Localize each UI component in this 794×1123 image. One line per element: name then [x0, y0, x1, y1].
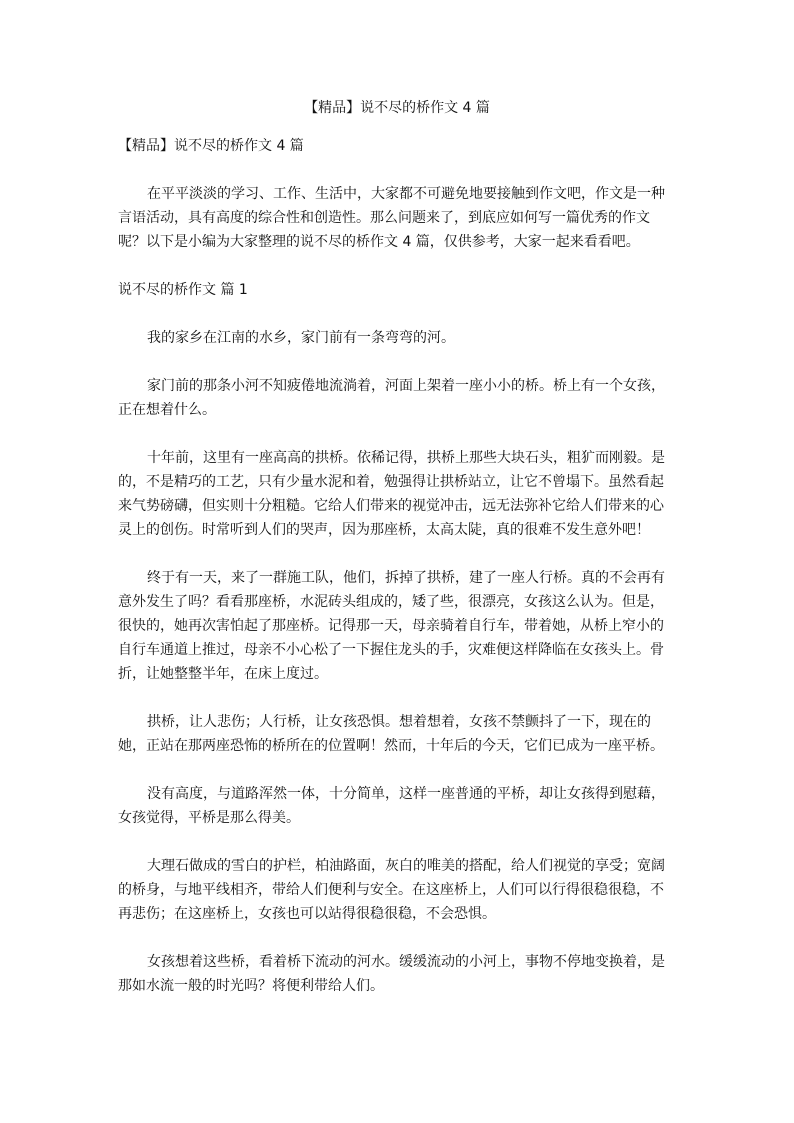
- body-paragraph: 十年前，这里有一座高高的拱桥。依稀记得，拱桥上那些大块石头，粗犷而刚毅。是的，不是精巧的工艺，只有少量水泥和着，勉强得让拱桥站立，让它不曾塌下。虽然看起来气势磅礴，但实则十分粗糙。它给人们带来的视觉冲击，远无法弥补它给人们带来的心灵上的创伤。时常听到人们的哭声，因为那座桥，太高太陡，真的很难不发生意外吧！: [118, 450, 665, 538]
- body-paragraph: 终于有一天，来了一群施工队，他们，拆掉了拱桥，建了一座人行桥。真的不会再有意外发生了吗？看看那座桥，水泥砖头组成的，矮了些，很漂亮，女孩这么认为。但是，很快的，她再次害怕起了那座桥。记得那一天，母亲骑着自行车，带着她，从桥上窄小的自行车通道上推过，母亲不小心松了一下握住龙头的手，灾难便这样降临在女孩头上。骨折，让她整整半年，在床上度过。: [118, 570, 665, 682]
- body-paragraph: 女孩想着这些桥，看着桥下流动的河水。缓缓流动的小河上，事物不停地变换着，是那如水流一般的时光吗？将便利带给人们。: [118, 954, 665, 994]
- body-paragraph: 我的家乡在江南的水乡，家门前有一条弯弯的河。: [147, 330, 455, 346]
- body-paragraph: 大理石做成的雪白的护栏，柏油路面，灰白的唯美的搭配，给人们视觉的享受；宽阔的桥身，与地平线相齐，带给人们便利与安全。在这座桥上，人们可以行得很稳很稳，不再悲伤；在这座桥上，女孩也可以站得很稳很稳，不会恐惧。: [118, 858, 665, 922]
- body-paragraph: 家门前的那条小河不知疲倦地流淌着，河面上架着一座小小的桥。桥上有一个女孩，正在想着什么。: [118, 378, 665, 418]
- document-subtitle: 【精品】说不尽的桥作文 4 篇: [118, 138, 304, 154]
- document-body: [118, 134, 676, 1022]
- intro-paragraph: 在平平淡淡的学习、工作、生活中，大家都不可避免地要接触到作文吧，作文是一种言语活动，具有高度的综合性和创造性。那么问题来了，到底应如何写一篇优秀的作文呢？以下是小编为大家整理的说不尽的桥作文 4 篇，仅供参考，大家一起来看看吧。: [118, 186, 665, 250]
- section-heading: 说不尽的桥作文 篇 1: [118, 282, 248, 298]
- body-paragraph: 拱桥，让人悲伤；人行桥，让女孩恐惧。想着想着，女孩不禁颤抖了一下，现在的她，正站在那两座恐怖的桥所在的位置啊！然而，十年后的今天，它们已成为一座平桥。: [118, 714, 664, 754]
- document-title: 【精品】说不尽的桥作文 4 篇: [304, 100, 490, 116]
- body-paragraph: 没有高度，与道路浑然一体，十分简单，这样一座普通的平桥，却让女孩得到慰藉，女孩觉得，平桥是那么得美。: [118, 786, 665, 826]
